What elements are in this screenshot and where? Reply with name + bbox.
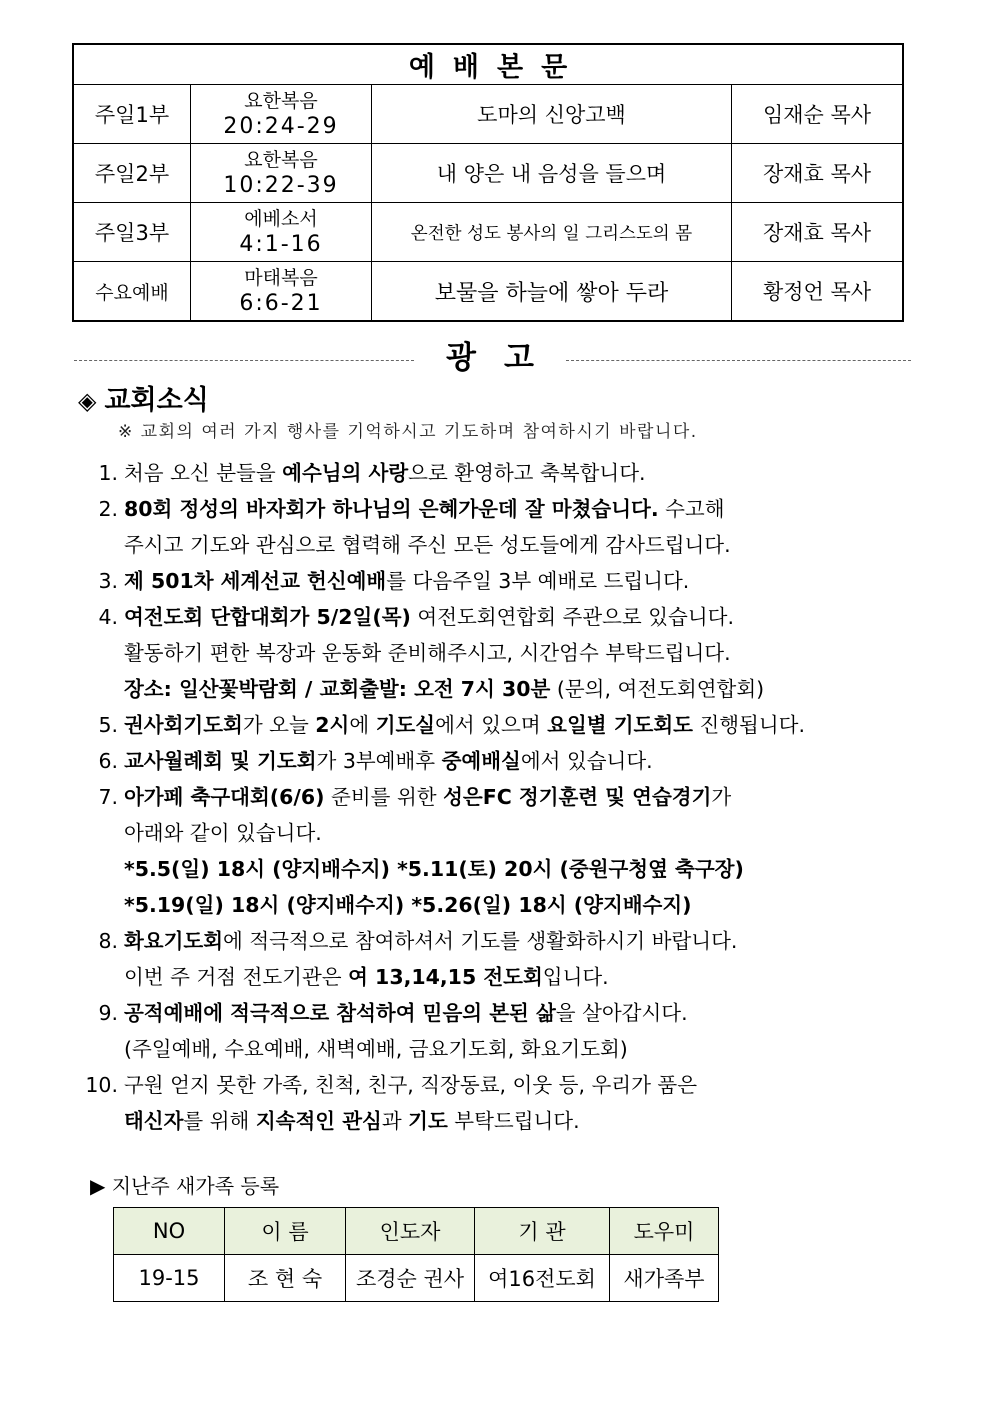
item-line: 주시고 기도와 관심으로 협력해 주신 모든 성도들에게 감사드립니다.	[124, 533, 731, 557]
scripture: 에베소서 4:1-16	[191, 203, 372, 262]
item-number: 8.	[98, 929, 118, 953]
list-item	[70, 563, 870, 599]
list-item	[70, 779, 870, 923]
sermon-title: 온전한 성도 봉사의 일 그리스도의 몸	[372, 203, 732, 262]
announcement-list	[70, 455, 870, 1139]
item-line: 구원 얻지 못한 가족, 친척, 친구, 직장동료, 이웃 등, 우리가 품은	[124, 1073, 698, 1097]
new-family-title: ▶ 지난주 새가족 등록	[90, 1174, 280, 1198]
list-item	[70, 1067, 870, 1139]
diamond-icon: ◈	[78, 387, 97, 415]
worship-title: 예배본문	[73, 44, 903, 85]
item-number: 10.	[85, 1073, 118, 1097]
column-header: 기 관	[475, 1208, 610, 1255]
sermon-title: 내 양은 내 음성을 들으며	[372, 144, 732, 203]
scripture: 요한복음 20:24-29	[191, 85, 372, 144]
scripture: 마태복음 6:6-21	[191, 262, 372, 322]
table-cell: 새가족부	[610, 1255, 719, 1302]
service-name: 주일1부	[73, 85, 191, 144]
table-cell: 조 현 숙	[225, 1255, 346, 1302]
item-line: *5.5(일) 18시 (양지배수지) *5.11(토) 20시 (중원구청옆 축구장)	[124, 857, 744, 881]
pastor-name: 장재효 목사	[732, 203, 904, 262]
worship-row	[73, 262, 903, 322]
item-number: 3.	[98, 569, 118, 593]
table-cell: 19-15	[114, 1255, 225, 1302]
worship-table	[72, 43, 904, 322]
section-note: ※ 교회의 여러 가지 행사를 기억하시고 기도하며 참여하시기 바랍니다.	[118, 422, 698, 442]
item-line: 태신자를 위해 지속적인 관심과 기도 부탁드립니다.	[124, 1109, 580, 1133]
column-header: 이 름	[225, 1208, 346, 1255]
list-item	[70, 995, 870, 1067]
item-number: 9.	[98, 1001, 118, 1025]
section-heading: ◈ 교회소식	[78, 385, 209, 416]
sermon-title: 보물을 하늘에 쌓아 두라	[372, 262, 732, 322]
worship-row	[73, 85, 903, 144]
item-line: 장소: 일산꽃박람회 / 교회출발: 오전 7시 30분 (문의, 여전도회연합회)	[124, 677, 765, 701]
column-header: 도우미	[610, 1208, 719, 1255]
list-item	[70, 923, 870, 995]
item-line: 여전도회 단합대회가 5/2일(목) 여전도회연합회 주관으로 있습니다.	[124, 605, 734, 629]
item-number: 4.	[98, 605, 118, 629]
item-line: *5.19(일) 18시 (양지배수지) *5.26(일) 18시 (양지배수지)	[124, 893, 692, 917]
item-number: 5.	[98, 713, 118, 737]
list-item	[70, 707, 870, 743]
item-line: 80회 정성의 바자회가 하나님의 은혜가운데 잘 마쳤습니다. 수고해	[124, 497, 725, 521]
item-line: 공적예배에 적극적으로 참석하여 믿음의 본된 삶을 살아갑시다.	[124, 1001, 688, 1025]
ads-title: 광고	[446, 340, 562, 376]
item-line: 교사월례회 및 기도회가 3부예배후 중예배실에서 있습니다.	[124, 749, 653, 773]
divider-right	[566, 360, 911, 361]
item-line: (주일예배, 수요예배, 새벽예배, 금요기도회, 화요기도회)	[124, 1037, 628, 1061]
list-item	[70, 599, 870, 707]
item-number: 6.	[98, 749, 118, 773]
column-header: 인도자	[346, 1208, 475, 1255]
service-name: 주일2부	[73, 144, 191, 203]
item-line: 이번 주 거점 전도기관은 여 13,14,15 전도회입니다.	[124, 965, 609, 989]
item-number: 1.	[98, 461, 118, 485]
pastor-name: 임재순 목사	[732, 85, 904, 144]
table-row	[114, 1255, 719, 1302]
item-line: 아래와 같이 있습니다.	[124, 821, 322, 845]
table-cell: 여16전도회	[475, 1255, 610, 1302]
column-header: NO	[114, 1208, 225, 1255]
sermon-title: 도마의 신앙고백	[372, 85, 732, 144]
divider-left	[74, 360, 414, 361]
pastor-name: 장재효 목사	[732, 144, 904, 203]
item-line: 제 501차 세계선교 헌신예배를 다음주일 3부 예배로 드립니다.	[124, 569, 690, 593]
list-item	[70, 455, 870, 491]
item-number: 2.	[98, 497, 118, 521]
worship-row	[73, 144, 903, 203]
service-name: 주일3부	[73, 203, 191, 262]
item-line: 활동하기 편한 복장과 운동화 준비해주시고, 시간엄수 부탁드립니다.	[124, 641, 731, 665]
service-name: 수요예배	[73, 262, 191, 322]
item-line: 권사회기도회가 오늘 2시에 기도실에서 있으며 요일별 기도회도 진행됩니다.	[124, 713, 805, 737]
worship-row	[73, 203, 903, 262]
item-number: 7.	[98, 785, 118, 809]
scripture: 요한복음 10:22-39	[191, 144, 372, 203]
table-cell: 조경순 권사	[346, 1255, 475, 1302]
list-item	[70, 491, 870, 563]
item-line: 처음 오신 분들을 예수님의 사랑으로 환영하고 축복합니다.	[124, 461, 646, 485]
list-item	[70, 743, 870, 779]
item-line: 화요기도회에 적극적으로 참여하셔서 기도를 생활화하시기 바랍니다.	[124, 929, 738, 953]
pastor-name: 황정언 목사	[732, 262, 904, 322]
item-line: 아가페 축구대회(6/6) 준비를 위한 성은FC 정기훈련 및 연습경기가	[124, 785, 732, 809]
new-family-table	[113, 1207, 719, 1302]
